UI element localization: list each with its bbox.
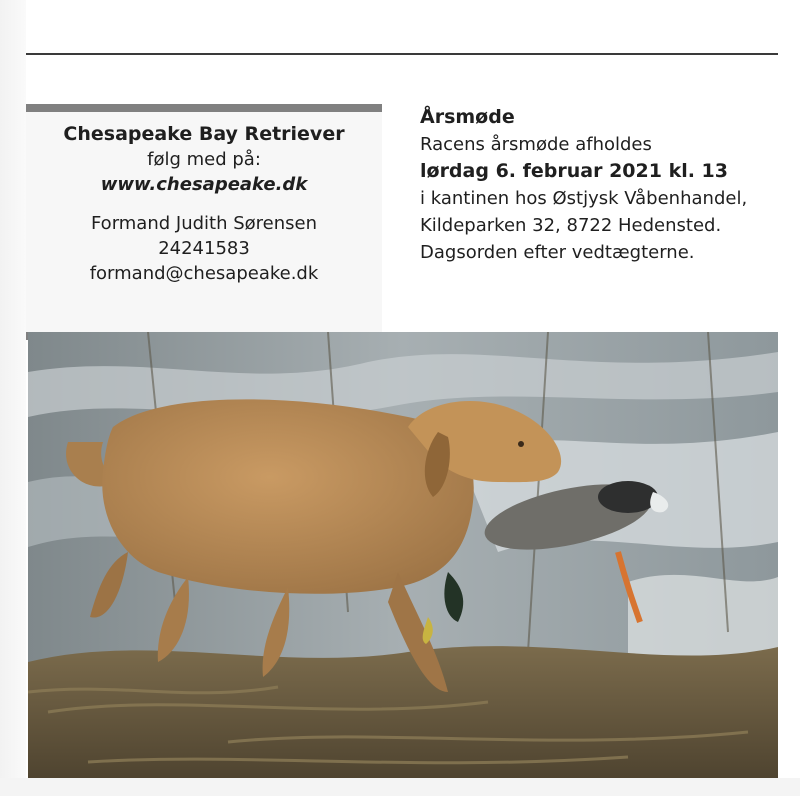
meeting-intro: Racens årsmøde afholdes <box>420 134 652 155</box>
box-top-bar <box>26 104 382 112</box>
top-divider <box>26 53 778 55</box>
club-info-content <box>26 122 382 286</box>
page-bottom-margin <box>0 778 800 796</box>
follow-text: følg med på: <box>147 149 261 170</box>
chairman-email[interactable]: formand@chesapeake.dk <box>89 263 319 284</box>
riverbank-ground <box>28 646 778 778</box>
meeting-date-time: lørdag 6. februar 2021 kl. 13 <box>420 160 728 182</box>
chairman-phone: 24241583 <box>158 238 250 259</box>
chairman-name: Formand Judith Sørensen <box>90 213 318 234</box>
club-info-box <box>26 104 382 340</box>
meeting-venue: i kantinen hos Østjysk Våbenhandel, <box>420 188 748 209</box>
meeting-address: Kildeparken 32, 8722 Hedensted. <box>420 215 722 236</box>
page-edge <box>0 0 26 796</box>
meeting-heading: Årsmøde <box>420 106 515 128</box>
annual-meeting-notice <box>420 104 790 266</box>
dog-photo <box>28 332 778 778</box>
dog-retrieving-duck-illustration <box>28 332 778 778</box>
meeting-agenda: Dagsorden efter vedtægterne. <box>420 242 695 263</box>
club-name: Chesapeake Bay Retriever <box>63 123 345 145</box>
website-link[interactable]: www.chesapeake.dk <box>100 174 308 195</box>
